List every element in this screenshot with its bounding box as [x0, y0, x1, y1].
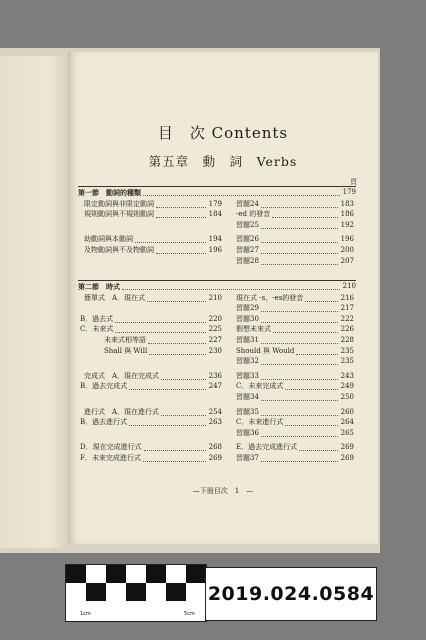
toc-entry-page: 265	[340, 428, 354, 437]
section-page: 210	[342, 282, 356, 290]
section-title: 第二節 時式	[78, 282, 120, 291]
toc-entry-label: 習題27	[236, 246, 259, 254]
scale-block	[126, 583, 146, 601]
toc-entry-page: 196	[208, 246, 222, 254]
accession-number-label: 2019.024.0584	[205, 567, 377, 621]
toc-entry-label: B．過去完成式	[80, 382, 128, 391]
dot-leader	[148, 342, 206, 344]
dot-leader	[261, 363, 338, 365]
toc-entry-label: 現在式 -s，-es的發音	[236, 293, 304, 302]
toc-entry-page: 269	[208, 454, 222, 462]
toc-entry-label: 助動詞與本動詞	[84, 235, 133, 244]
toc-entry-label: 習題33	[236, 371, 259, 380]
toc-entry-page: 184	[208, 210, 222, 219]
page-footer: —下冊目次 1 —	[192, 487, 254, 495]
toc-entry-page: 243	[340, 371, 354, 380]
toc-entry-label: 習題24	[236, 199, 259, 208]
toc-entry-label: D．現在完成進行式	[80, 443, 142, 452]
toc-entry-label: 習題25	[236, 220, 259, 229]
toc-entry-label: 習題36	[236, 428, 259, 437]
toc-entry-label: C．未來進行式	[236, 418, 284, 427]
toc-entry-label: 習題35	[236, 407, 259, 416]
dot-leader	[261, 252, 338, 254]
toc-entry-label: 完成式 A．現在完成式	[84, 371, 160, 380]
dot-leader	[144, 449, 206, 451]
toc-entry-label: E．過去完成進行式	[236, 443, 298, 452]
toc-entry-page: 235	[340, 357, 354, 366]
dot-leader	[129, 388, 206, 390]
dot-leader	[147, 300, 206, 302]
toc-entry-page: 216	[340, 293, 354, 302]
toc-entry-label: 簡單式 A．現在式	[84, 293, 146, 302]
toc-entry-label: 進行式 A．現在進行式	[84, 407, 160, 416]
dot-leader	[156, 252, 206, 254]
left-page-edge	[0, 56, 70, 548]
dot-leader	[143, 194, 340, 196]
dot-leader	[143, 460, 206, 462]
toc-entry-page: 192	[340, 220, 354, 229]
dot-leader	[261, 342, 338, 344]
dot-leader	[261, 321, 338, 323]
section-page: 179	[342, 188, 356, 196]
toc-entry-label: Shall 與 Will	[104, 346, 148, 355]
toc-entry-page: 217	[340, 304, 354, 313]
toc-entry-page: 249	[340, 382, 354, 391]
toc-entry-page: 186	[340, 210, 354, 219]
dot-leader	[261, 310, 338, 312]
toc-entry-label: C．未來完成式	[236, 382, 284, 391]
dot-leader	[161, 378, 206, 380]
scale-block	[166, 583, 186, 601]
toc-entry-label: 習題31	[236, 336, 259, 344]
dot-leader	[156, 216, 206, 218]
toc-entry-label: -ed 的發音	[236, 210, 271, 219]
toc-entry-page: 236	[208, 371, 222, 380]
section-title: 第一節 動詞的種類	[78, 188, 141, 197]
scale-label-vertical: cm	[68, 567, 74, 575]
dot-leader	[161, 414, 206, 416]
toc-entry-label: 習題37	[236, 454, 259, 462]
toc-entry-page: 269	[340, 443, 354, 452]
toc-entry-label: B．過去進行式	[80, 418, 128, 427]
dot-leader	[115, 331, 206, 333]
section-rule	[78, 186, 356, 187]
dot-leader	[285, 388, 338, 390]
scale-block	[146, 565, 166, 583]
toc-entry-page: 226	[340, 325, 354, 334]
dot-leader	[305, 300, 338, 302]
dot-leader	[149, 353, 206, 355]
color-scale-card	[65, 564, 207, 622]
dot-leader	[135, 241, 206, 243]
toc-entry-label: 假想未來式	[236, 325, 271, 334]
toc-entry-page: 222	[340, 314, 354, 323]
dot-leader	[261, 206, 338, 208]
toc-entry-label: Should 與 Would	[236, 346, 295, 355]
toc-entry-page: 225	[208, 325, 222, 334]
dot-leader	[115, 321, 206, 323]
dot-leader	[261, 435, 338, 437]
dot-leader	[261, 227, 338, 229]
scale-label-right: 5cm	[184, 611, 195, 617]
scale-block	[106, 565, 126, 583]
scale-block	[86, 583, 106, 601]
toc-entry-label: F．未來完成進行式	[80, 454, 141, 462]
toc-entry-page: 254	[208, 407, 222, 416]
toc-entry-page: 230	[208, 346, 222, 355]
toc-entry-page: 210	[208, 293, 222, 302]
toc-entry-label: 習題28	[236, 256, 259, 265]
scale-label-left: 1cm	[80, 611, 91, 617]
toc-entry-label: 習題29	[236, 304, 259, 313]
toc-entry-page: 264	[340, 418, 354, 427]
dot-leader	[296, 353, 338, 355]
dot-leader	[261, 241, 338, 243]
toc-entry-label: 習題30	[236, 314, 259, 323]
dot-leader	[261, 263, 338, 265]
toc-entry-page: 269	[340, 454, 354, 462]
toc-entry-page: 196	[340, 235, 354, 244]
dot-leader	[122, 288, 340, 290]
dot-leader	[285, 424, 338, 426]
toc-entry-page: 247	[208, 382, 222, 391]
toc-entry-page: 200	[340, 246, 354, 254]
toc-entry-page: 268	[208, 443, 222, 452]
page-column-header: 頁	[350, 178, 357, 186]
scale-block	[186, 565, 206, 583]
dot-leader	[261, 460, 338, 462]
dot-leader	[261, 378, 338, 380]
section-rule	[78, 280, 356, 281]
dot-leader	[156, 206, 206, 208]
page-title: 目 次 Contents	[157, 124, 289, 142]
chapter-title: 第五章 動 詞 Verbs	[148, 154, 298, 169]
toc-entry-label: 限定動詞與非限定動詞	[84, 199, 154, 208]
contents-page	[68, 52, 378, 544]
dot-leader	[273, 331, 338, 333]
toc-entry-label: 未來式相等語	[104, 336, 146, 344]
toc-entry-page: 179	[208, 199, 222, 208]
dot-leader	[272, 216, 338, 218]
toc-entry-label: 習題32	[236, 357, 259, 366]
toc-entry-label: B．過去式	[80, 314, 114, 323]
toc-entry-page: 250	[340, 393, 354, 401]
toc-entry-label: C．未來式	[80, 325, 114, 334]
toc-entry-page: 227	[208, 336, 222, 344]
toc-entry-label: 及物動詞與不及物動詞	[84, 246, 154, 254]
toc-entry-page: 207	[340, 256, 354, 265]
toc-entry-page: 228	[340, 336, 354, 344]
dot-leader	[261, 399, 338, 401]
dot-leader	[299, 449, 338, 451]
toc-entry-page: 263	[208, 418, 222, 427]
toc-entry-page: 260	[340, 407, 354, 416]
toc-entry-label: 習題26	[236, 235, 259, 244]
toc-entry-label: 習題34	[236, 393, 259, 401]
toc-entry-page: 220	[208, 314, 222, 323]
dot-leader	[261, 414, 338, 416]
dot-leader	[129, 424, 206, 426]
toc-entry-page: 235	[340, 346, 354, 355]
toc-entry-page: 194	[208, 235, 222, 244]
toc-entry-label: 規則動詞與不規則動詞	[84, 210, 154, 219]
toc-entry-page: 183	[340, 199, 354, 208]
